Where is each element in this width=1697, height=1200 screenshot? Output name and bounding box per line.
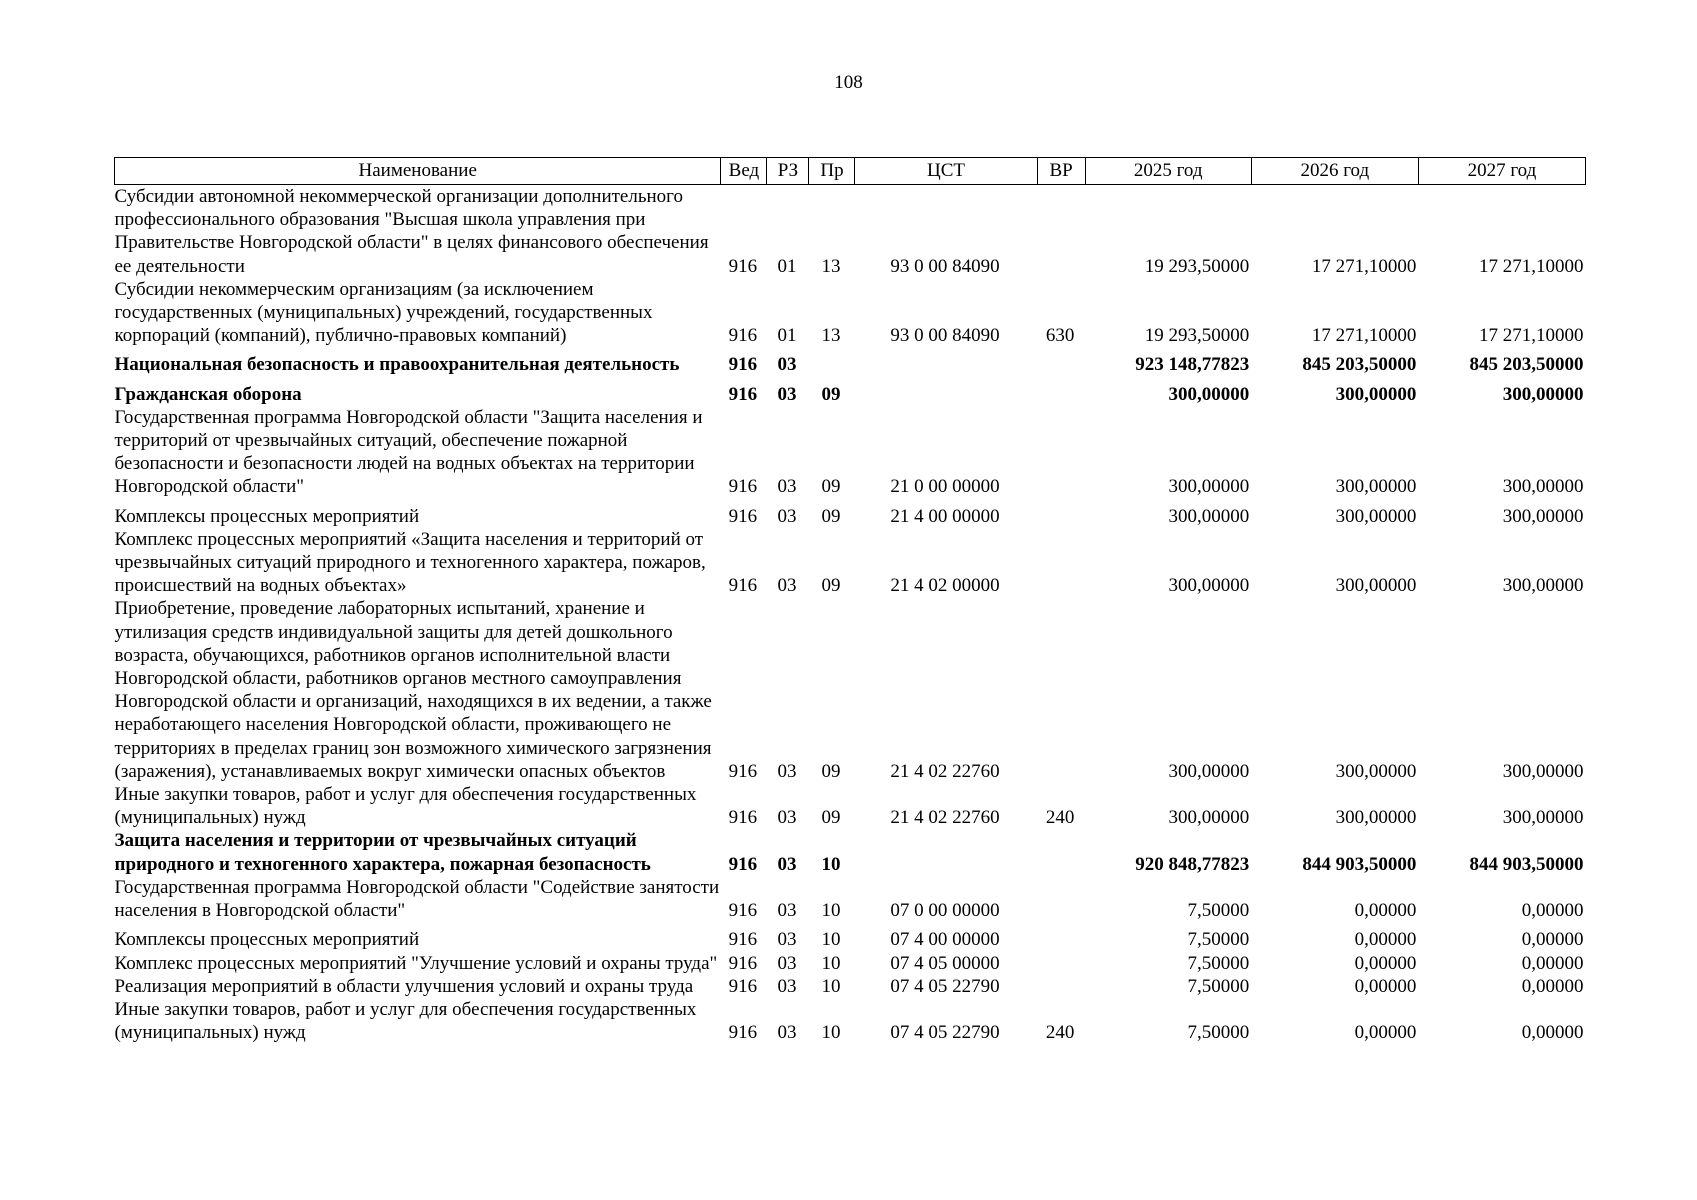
- row-2027: 300,00000: [1502, 476, 1584, 498]
- col-header-cst: ЦСТ: [855, 158, 1037, 185]
- row-2027: 300,00000: [1502, 760, 1584, 782]
- row-2026: 0,00000: [1354, 929, 1417, 951]
- row-vr: [1037, 499, 1085, 528]
- row-pr: 10: [821, 853, 841, 875]
- row-cst: 93 0 00 84090: [890, 255, 1000, 277]
- row-cst: 07 4 05 00000: [890, 952, 1000, 974]
- table-row-section: [115, 377, 1586, 406]
- row-2026: 845 203,50000: [1302, 354, 1417, 376]
- row-2027: 0,00000: [1521, 1022, 1584, 1044]
- row-2026: 300,00000: [1335, 760, 1417, 782]
- row-cst: 21 0 00 00000: [890, 476, 1000, 498]
- table-row: [115, 952, 1586, 975]
- row-2026: 300,00000: [1335, 807, 1417, 829]
- row-2025: 7,50000: [1187, 1022, 1250, 1044]
- col-header-ved: Вед: [721, 158, 767, 185]
- row-pr: 09: [821, 505, 841, 527]
- row-2025: 300,00000: [1168, 575, 1250, 597]
- row-pr: 10: [821, 900, 841, 922]
- row-2026: 300,00000: [1335, 476, 1417, 498]
- row-2025: 300,00000: [1168, 476, 1250, 498]
- row-vr: [1037, 975, 1085, 998]
- row-2025: 300,00000: [1168, 505, 1250, 527]
- row-pr: [809, 347, 855, 376]
- row-rz: 01: [777, 325, 797, 347]
- row-2025: 300,00000: [1168, 807, 1250, 829]
- col-header-2026: 2026 год: [1251, 158, 1418, 185]
- row-ved: 916: [728, 476, 758, 498]
- col-header-2027: 2027 год: [1418, 158, 1585, 185]
- row-cst: 07 4 00 00000: [890, 929, 1000, 951]
- col-header-vr: ВР: [1037, 158, 1085, 185]
- row-rz: 03: [777, 760, 797, 782]
- page-number: 108: [834, 72, 863, 93]
- row-2027: 17 271,10000: [1479, 255, 1584, 277]
- row-ved: 916: [728, 900, 758, 922]
- row-vr: 240: [1045, 1022, 1075, 1044]
- row-cst: 21 4 02 00000: [890, 575, 1000, 597]
- table-row: [115, 278, 1586, 348]
- row-2026: 300,00000: [1335, 383, 1417, 405]
- row-name: Национальная безопасность и правоохранительная деятельность: [114, 354, 680, 376]
- row-cst: 07 0 00 00000: [890, 900, 1000, 922]
- col-header-2025: 2025 год: [1085, 158, 1251, 185]
- table-row: [115, 499, 1586, 528]
- row-name: Комплексы процессных мероприятий: [114, 505, 420, 527]
- col-header-rz: РЗ: [767, 158, 809, 185]
- row-2027: 0,00000: [1521, 952, 1584, 974]
- row-rz: 03: [777, 900, 797, 922]
- row-rz: 03: [777, 853, 797, 875]
- row-2027: 17 271,10000: [1479, 325, 1584, 347]
- row-2025: 300,00000: [1168, 760, 1250, 782]
- row-rz: 03: [777, 354, 797, 376]
- row-2026: 300,00000: [1335, 505, 1417, 527]
- row-ved: 916: [728, 354, 758, 376]
- row-name: Защита населения и территории от чрезвычайных ситуаций природного и техногенного характера, пожарная безопасность: [114, 830, 651, 875]
- row-rz: 03: [777, 952, 797, 974]
- table-row: [115, 783, 1586, 829]
- row-cst: 93 0 00 84090: [890, 325, 1000, 347]
- row-ved: 916: [728, 807, 758, 829]
- row-2025: 7,50000: [1187, 929, 1250, 951]
- row-name: Субсидии некоммерческим организациям (за исключением государственных (муниципальных) учреждений, государственных корпораций (компаний), публично-правовых компаний): [114, 278, 653, 347]
- row-cst: 07 4 05 22790: [890, 975, 1000, 997]
- row-pr: 10: [821, 952, 841, 974]
- row-pr: 13: [821, 255, 841, 277]
- row-cst: 21 4 02 22760: [890, 760, 1000, 782]
- row-pr: 09: [821, 760, 841, 782]
- row-cst: [855, 829, 1037, 875]
- row-name: Реализация мероприятий в области улучшения условий и охраны труда: [114, 975, 694, 997]
- row-vr: [1037, 347, 1085, 376]
- col-header-pr: Пр: [809, 158, 855, 185]
- row-vr: 240: [1045, 807, 1075, 829]
- row-2026: 0,00000: [1354, 952, 1417, 974]
- row-rz: 01: [777, 255, 797, 277]
- row-2027: 300,00000: [1502, 575, 1584, 597]
- row-name: Государственная программа Новгородской области "Содействие занятости населения в Новгородской области": [114, 876, 720, 922]
- row-rz: 03: [777, 929, 797, 951]
- table-row: [115, 528, 1586, 598]
- row-pr: 09: [821, 383, 841, 405]
- row-2027: 300,00000: [1502, 383, 1584, 405]
- row-pr: 09: [821, 476, 841, 498]
- row-vr: [1037, 876, 1085, 922]
- table-row: [115, 998, 1586, 1044]
- row-vr: 630: [1045, 325, 1075, 347]
- row-vr: [1037, 952, 1085, 975]
- table-row: [115, 876, 1586, 922]
- row-rz: 03: [777, 575, 797, 597]
- budget-table: [114, 157, 1586, 1044]
- row-ved: 916: [728, 929, 758, 951]
- row-2025: 7,50000: [1187, 900, 1250, 922]
- row-2025: 923 148,77823: [1135, 354, 1250, 376]
- row-rz: 03: [777, 807, 797, 829]
- row-name: Субсидии автономной некоммерческой организации дополнительного профессионального образования "Высшая школа управления при Правительстве Новгородской области" в целях финансового обеспечения ее деятельности: [114, 186, 709, 277]
- row-pr: 10: [821, 1022, 841, 1044]
- row-2025: 920 848,77823: [1135, 853, 1250, 875]
- row-name: Иные закупки товаров, работ и услуг для обеспечения государственных (муниципальных) нужд: [114, 998, 697, 1044]
- row-name: Комплекс процессных мероприятий "Улучшение условий и охраны труда": [114, 952, 718, 974]
- table-row: [115, 185, 1586, 278]
- row-name: Иные закупки товаров, работ и услуг для обеспечения государственных (муниципальных) нужд: [114, 784, 697, 829]
- row-ved: 916: [728, 853, 758, 875]
- row-2027: 300,00000: [1502, 505, 1584, 527]
- row-rz: 03: [777, 975, 797, 997]
- table-row: [115, 597, 1586, 783]
- row-ved: 916: [728, 952, 758, 974]
- table-header-row: [115, 158, 1586, 185]
- row-pr: 09: [821, 807, 841, 829]
- row-name: Комплексы процессных мероприятий: [114, 929, 420, 951]
- row-2027: 0,00000: [1521, 900, 1584, 922]
- row-ved: 916: [728, 1022, 758, 1044]
- row-name: Приобретение, проведение лабораторных испытаний, хранение и утилизация средств индивидуальной защиты для детей дошкольного возраста, обучающихся, работников органов исполнительной власти Новгородской области, работников органов местного самоуправления Новгородской области и организаций, находящихся в их ведении, а также неработающего населения Новгородской области, проживающего не территориях в пределах границ зон возможного химического загрязнения (заражения), устанавливаемых вокруг химически опасных объектов: [114, 598, 712, 782]
- row-pr: 10: [821, 929, 841, 951]
- row-cst: 07 4 05 22790: [890, 1022, 1000, 1044]
- row-ved: 916: [728, 760, 758, 782]
- table-row-section: [115, 347, 1586, 376]
- row-2025: 19 293,50000: [1144, 325, 1250, 347]
- row-vr: [1037, 922, 1085, 951]
- row-pr: 10: [821, 975, 841, 997]
- row-cst: 21 4 00 00000: [890, 505, 1000, 527]
- table-row: [115, 922, 1586, 951]
- row-vr: [1037, 377, 1085, 406]
- row-2027: 845 203,50000: [1469, 354, 1584, 376]
- row-2027: 0,00000: [1521, 929, 1584, 951]
- row-rz: 03: [777, 476, 797, 498]
- row-name: Комплекс процессных мероприятий «Защита населения и территорий от чрезвычайных ситуаций природного и техногенного характера, пожаров, происшествий на водных объектах»: [114, 528, 706, 597]
- row-ved: 916: [728, 975, 758, 997]
- row-rz: 03: [777, 383, 797, 405]
- row-2025: 7,50000: [1187, 952, 1250, 974]
- row-2027: 300,00000: [1502, 807, 1584, 829]
- row-pr: 13: [821, 325, 841, 347]
- row-vr: [1037, 528, 1085, 598]
- col-header-name: Наименование: [115, 158, 721, 185]
- row-ved: 916: [728, 325, 758, 347]
- row-ved: 916: [728, 383, 758, 405]
- row-2026: 0,00000: [1354, 900, 1417, 922]
- row-cst: [855, 347, 1037, 376]
- row-vr: [1037, 406, 1085, 499]
- row-2025: 300,00000: [1168, 383, 1250, 405]
- row-vr: [1037, 597, 1085, 783]
- row-2025: 19 293,50000: [1144, 255, 1250, 277]
- row-2026: 844 903,50000: [1302, 853, 1417, 875]
- row-cst: 21 4 02 22760: [890, 807, 1000, 829]
- row-vr: [1037, 185, 1085, 278]
- row-pr: 09: [821, 575, 841, 597]
- table-row: [115, 975, 1586, 998]
- row-2026: 0,00000: [1354, 1022, 1417, 1044]
- row-ved: 916: [728, 575, 758, 597]
- row-2026: 17 271,10000: [1311, 325, 1417, 347]
- row-ved: 916: [728, 255, 758, 277]
- row-2026: 300,00000: [1335, 575, 1417, 597]
- row-rz: 03: [777, 505, 797, 527]
- row-2025: 7,50000: [1187, 975, 1250, 997]
- row-2026: 0,00000: [1354, 975, 1417, 997]
- table-row-section: [115, 829, 1586, 875]
- row-rz: 03: [777, 1022, 797, 1044]
- row-2027: 0,00000: [1521, 975, 1584, 997]
- table-row: [115, 406, 1586, 499]
- row-cst: [855, 377, 1037, 406]
- row-name: Гражданская оборона: [114, 383, 302, 405]
- row-2027: 844 903,50000: [1469, 853, 1584, 875]
- row-vr: [1037, 829, 1085, 875]
- row-2026: 17 271,10000: [1311, 255, 1417, 277]
- row-name: Государственная программа Новгородской области "Защита населения и территорий от чрезвычайных ситуаций, обеспечение пожарной безопасности и безопасности людей на водных объектах на территории Новгородской области": [114, 406, 703, 498]
- row-ved: 916: [728, 505, 758, 527]
